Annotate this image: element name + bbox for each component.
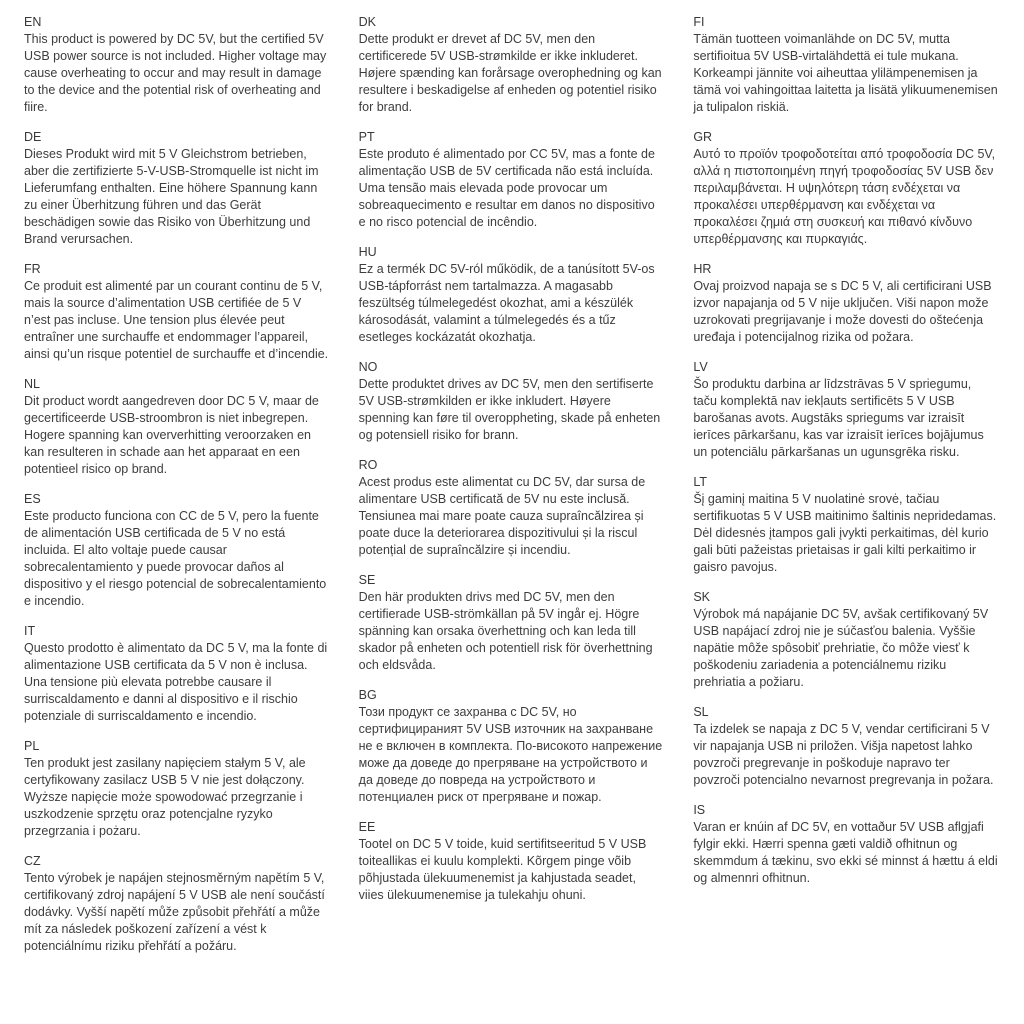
language-code-label: LT (693, 475, 707, 489)
language-code-label: FI (693, 15, 705, 29)
language-section-sk (693, 589, 998, 691)
text-column-3 (693, 14, 998, 1016)
language-code-label: ES (24, 492, 41, 506)
language-section-lv (693, 359, 998, 461)
language-paragraph: Dette produkt er drevet af DC 5V, men den certificerede 5V USB-strømkilde er ikke inkluderet. Højere spænding kan forårsage overophedning og kan resultere i beskadigelse af enheden og potentiel risiko for brand. (358, 32, 662, 114)
language-code-label: EE (358, 820, 376, 834)
language-section-es (24, 491, 329, 610)
language-paragraph: Tootel on DC 5 V toide, kuid sertifitseeritud 5 V USB toiteallikas ei kuulu komplekti. Kõrgem pinge võib põhjustada ülekuumenemist ja kahjustada seadet, viies ülekuumenemise ja tulekahju ohuni. (358, 837, 647, 902)
language-section-pl (24, 738, 329, 840)
language-section-nl (24, 376, 329, 478)
language-paragraph: Este produto é alimentado por CC 5V, mas a fonte de alimentação USB de 5V certificada não está incluída. Uma tensão mais elevada pode provocar um sobreaquecimento e resultar em danos no dispositivo e no risco potencial de incêndio. (358, 147, 655, 229)
language-section-cz (24, 853, 329, 955)
language-section-it (24, 623, 329, 725)
language-code-label: DE (24, 130, 42, 144)
language-section-bg (359, 687, 664, 806)
language-paragraph: Výrobok má napájanie DC 5V, avšak certifikovaný 5V USB napájací zdroj nie je súčasťou balenia. Vyššie napätie môže spôsobiť prehriatie, čo môže viesť k poškodeniu zariadenia a potenciálnemu riziku prehriatia a požiaru. (693, 607, 989, 689)
language-code-label: GR (693, 130, 713, 144)
language-paragraph: This product is powered by DC 5V, but the certified 5V USB power source is not included. Higher voltage may cause overheating to occur and may result in damage to the device and the potential risk of overheating and fiire. (24, 32, 327, 114)
language-section-hu (359, 244, 664, 346)
language-paragraph: Ez a termék DC 5V-ról működik, de a tanúsított 5V-os USB-tápforrást nem tartalmazza. A magasabb feszültség túlmelegedést okozhat, ami a készülék károsodását, valamint a túlmelegedés és a tűz esetleges kockázatát okozhatja. (358, 262, 655, 344)
language-paragraph: Acest produs este alimentat cu DC 5V, dar sursa de alimentare USB certificată de 5V nu este inclusă. Tensiunea mai mare poate cauza supraîncălzirea și poate duce la deteriorarea dispozitivului și la riscul potențial de supraîncălzire și incendiu. (358, 475, 646, 557)
language-code-label: NL (24, 377, 40, 391)
language-section-no (359, 359, 664, 444)
language-paragraph: Ce produit est alimenté par un courant continu de 5 V, mais la source d’alimentation USB certifiée de 5 V n’est pas incluse. Une tension plus élevée peut entraîner une surchauffe et endommager l’appareil, ainsi qu’un risque potentiel de surchauffe et d’incendie. (24, 279, 329, 361)
language-section-de (24, 129, 329, 248)
language-section-hr (693, 261, 998, 346)
language-paragraph: Varan er knúin af DC 5V, en vottaður 5V USB aflgjafi fylgir ekki. Hærri spenna gæti valdið ofhitnun og skemmdum á tækinu, svo ekki sé minnst á hættu á eldi og almennri ofhitnun. (693, 820, 998, 885)
language-code-label: IS (693, 803, 706, 817)
language-paragraph: Šo produktu darbina ar līdzstrāvas 5 V spriegumu, taču komplektā nav iekļauts sertificēts 5 V USB barošanas avots. Augstāks spriegums var izraisīt ierīces pārkaršanu, kas var izraisīt ierīces bojājumus un potenciālu pārkaršanas un ugunsgrēka risku. (693, 377, 984, 459)
language-paragraph: Dit product wordt aangedreven door DC 5 V, maar de gecertificeerde USB-stroombron is niet inbegrepen. Hogere spanning kan oververhitting veroorzaken en kan resulteren in schade aan het apparaat en een potentieel risico op brand. (24, 394, 319, 476)
language-code-label: EN (24, 15, 42, 29)
language-paragraph: Este producto funciona con CC de 5 V, pero la fuente de alimentación USB certificada de 5 V no está incluida. El alto voltaje puede causar sobrecalentamiento y puede provocar daños al dispositivo y el riesgo potencial de sobrecalentamiento e incendio. (24, 509, 327, 608)
language-section-ee (359, 819, 664, 904)
language-section-fi (693, 14, 998, 116)
language-paragraph: Този продукт се захранва с DC 5V, но сертифицираният 5V USB източник на захранване не е включен в комплекта. По-високото напрежение може да доведе до прегряване на устройството и да доведе до повреда на устройството и потенциален риск от прегряване и пожар. (358, 705, 663, 804)
text-column-2 (359, 14, 664, 1016)
language-paragraph: Den här produkten drivs med DC 5V, men den certifierade USB-strömkällan på 5V ingår ej. Högre spänning kan orsaka överhettning och kan leda till skador på enheten och potentiell risk för överhettning och eldsvåda. (358, 590, 653, 672)
language-section-fr (24, 261, 329, 363)
language-section-se (359, 572, 664, 674)
language-code-label: DK (358, 15, 377, 29)
language-paragraph: Ovaj proizvod napaja se s DC 5 V, ali certificirani USB izvor napajanja od 5 V nije uključen. Viši napon može uzrokovati pregrijavanje i može dovesti do oštećenja uređaja i potencijalnog rizika od požara. (693, 279, 992, 344)
language-paragraph: Ten produkt jest zasilany napięciem stałym 5 V, ale certyfikowany zasilacz USB 5 V nie jest dołączony. Wyższe napięcie może spowodować przegrzanie i uszkodzenie sprzętu oraz potencjalne ryzyko przegrzania i pożaru. (24, 756, 306, 838)
language-section-is (693, 802, 998, 887)
language-section-sl (693, 704, 998, 789)
language-paragraph: Dieses Produkt wird mit 5 V Gleichstrom betrieben, aber die zertifizierte 5-V-USB-Stromquelle ist nicht im Lieferumfang enthalten. Eine höhere Spannung kann zu einer Überhitzung führen und das Gerät beschädigen sowie das Risiko von Überhitzung und Brand verursachen. (24, 147, 319, 246)
language-paragraph: Questo prodotto è alimentato da DC 5 V, ma la fonte di alimentazione USB certificata da 5 V non è inclusa. Una tensione più elevata potrebbe causare il surriscaldamento e danni al dispositivo e il rischio potenziale di surriscaldamento e incendio. (24, 641, 328, 723)
language-paragraph: Tento výrobek je napájen stejnosměrným napětím 5 V, certifikovaný zdroj napájení 5 V USB ale není součástí dodávky. Vyšší napětí může způsobit přehřátí a může mít za následek poškození zařízení a vést k potenciálnímu riziku přehřátí a požáru. (24, 871, 325, 953)
language-paragraph: Tämän tuotteen voimanlähde on DC 5V, mutta sertifioitua 5V USB-virtalähdettä ei tule mukana. Korkeampi jännite voi aiheuttaa ylilämpenemisen ja tämä voi vahingoittaa laitetta ja lisätä ylikuumenemisen ja tulipalon riskiä. (693, 32, 998, 114)
language-code-label: IT (24, 624, 36, 638)
language-code-label: RO (358, 458, 378, 472)
language-code-label: HR (693, 262, 712, 276)
language-code-label: PT (358, 130, 375, 144)
language-paragraph: Šį gaminį maitina 5 V nuolatinė srovė, tačiau sertifikuotas 5 V USB maitinimo šaltinis nepridedamas. Dėl didesnės įtampos gali įvykti perkaitimas, dėl kurio gali būti pažeistas prietaisas ir gali kilti perkaitimo ir gaisro pavojus. (693, 492, 997, 574)
language-section-ro (359, 457, 664, 559)
language-code-label: SE (358, 573, 376, 587)
language-code-label: CZ (24, 854, 41, 868)
language-paragraph: Αυτό το προϊόν τροφοδοτείται από τροφοδοσία DC 5V, αλλά η πιστοποιημένη πηγή τροφοδοσίας 5V USB δεν περιλαμβάνεται. Η υψηλότερη τάση ενδέχεται να προκαλέσει υπερθέρμανση και ενδέχεται να προκαλέσει ζημιά στη συσκευή και πιθανό κίνδυνο υπερθέρμανσης και πυρκαγιάς. (693, 147, 996, 246)
text-column-1 (24, 14, 329, 1016)
language-code-label: BG (358, 688, 377, 702)
language-code-label: NO (358, 360, 378, 374)
language-code-label: SL (693, 705, 709, 719)
language-code-label: LV (693, 360, 708, 374)
language-code-label: PL (24, 739, 40, 753)
language-paragraph: Dette produktet drives av DC 5V, men den sertifiserte 5V USB-strømkilden er ikke inkludert. Høyere spenning kan føre til overoppheting, skade på enheten og potensiell risiko for brann. (358, 377, 661, 442)
language-section-en (24, 14, 329, 116)
language-code-label: FR (24, 262, 41, 276)
language-section-dk (359, 14, 664, 116)
language-section-lt (693, 474, 998, 576)
language-code-label: SK (693, 590, 711, 604)
language-paragraph: Ta izdelek se napaja z DC 5 V, vendar certificirani 5 V vir napajanja USB ni priložen. Višja napetost lahko povzroči pregrevanje in poškoduje napravo ter povzroči potencialno nevarnost pregrevanja in požara. (693, 722, 994, 787)
language-section-pt (359, 129, 664, 231)
language-code-label: HU (358, 245, 377, 259)
language-section-gr (693, 129, 998, 248)
